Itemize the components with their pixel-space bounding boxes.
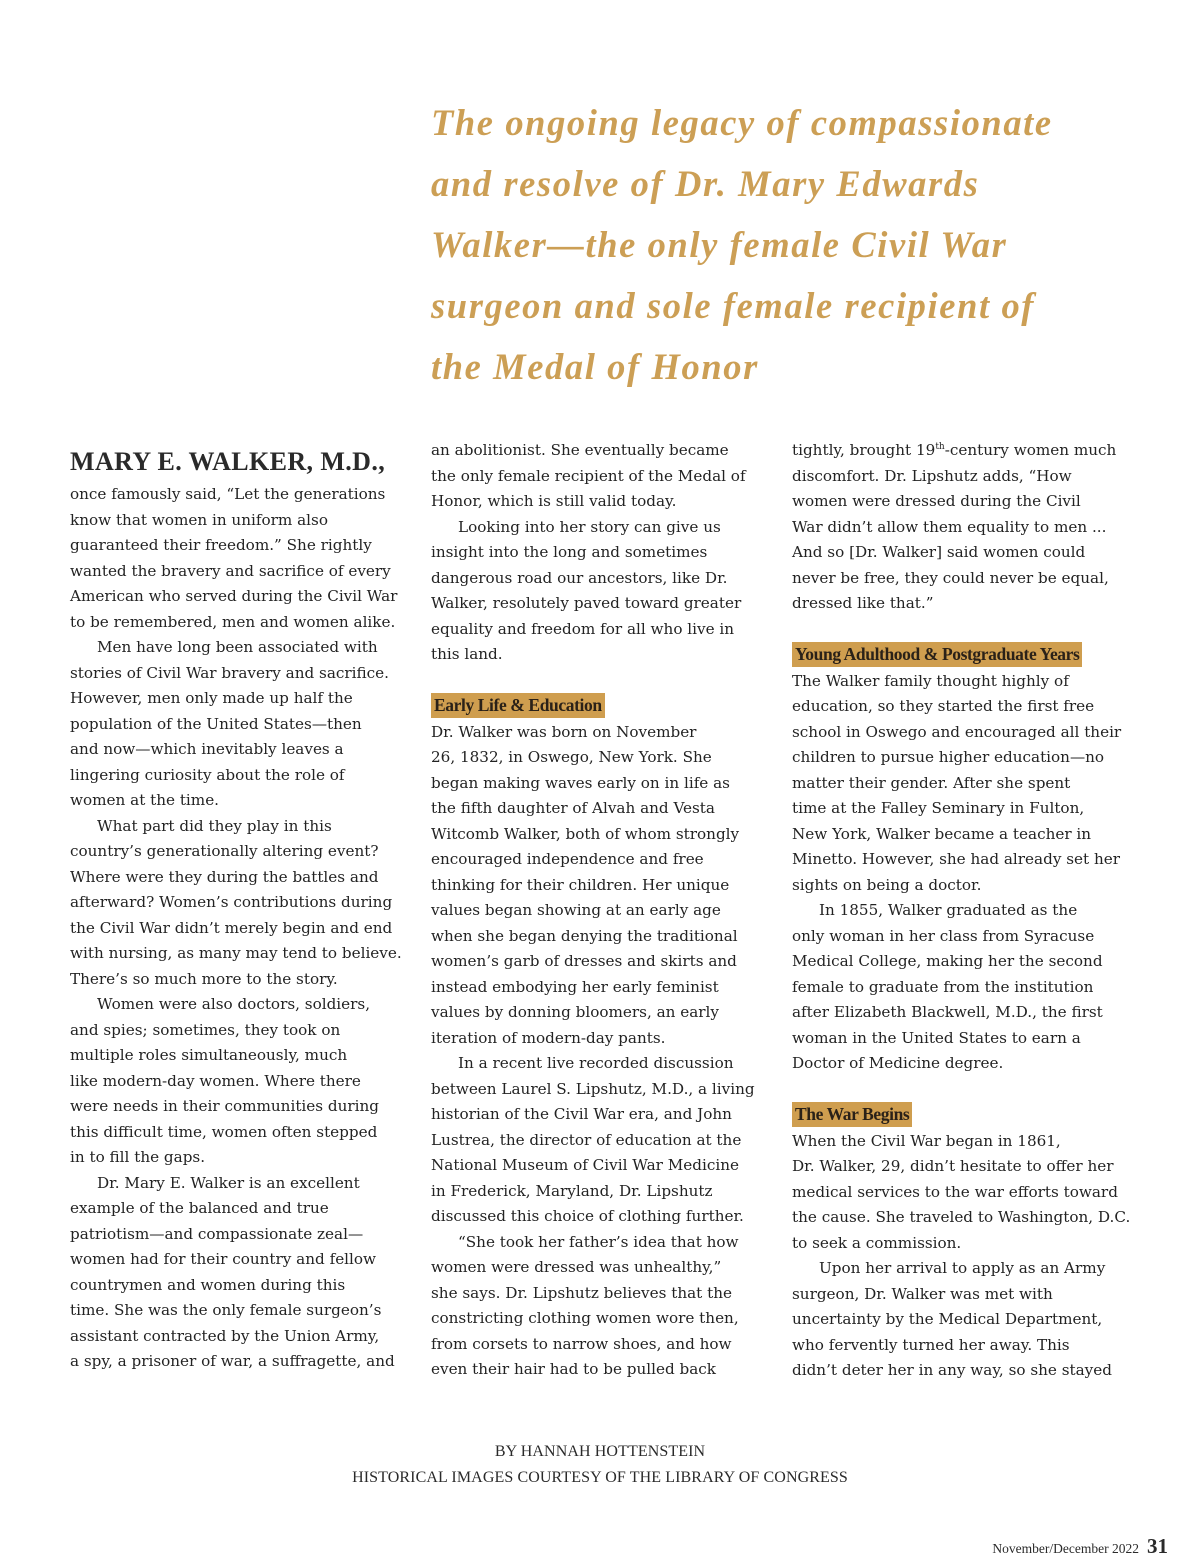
text-fragment: -century women much: [944, 441, 1117, 459]
text-line: matter their gender. After she spent: [792, 773, 1071, 792]
text-line: iteration of modern-day pants.: [431, 1028, 666, 1047]
text-line: Upon her arrival to apply as an Army: [819, 1259, 1106, 1277]
article-kicker: MARY E. WALKER, M.D.,: [70, 447, 386, 476]
text-line: multiple roles simultaneously, much: [70, 1046, 348, 1064]
issue-date: November/December 2022: [992, 1541, 1139, 1556]
text-line: even their hair had to be pulled back: [431, 1360, 717, 1378]
text-line: this land.: [431, 645, 503, 663]
text-line: Where were they during the battles and: [70, 867, 379, 886]
section-heading-early-life: Early Life & Education: [431, 693, 605, 718]
text-line: from corsets to narrow shoes, and how: [431, 1334, 732, 1353]
text-line: women had for their country and fellow: [70, 1250, 377, 1268]
text-line: country’s generationally altering event?: [70, 842, 379, 860]
text-line: What part did they play in this: [97, 816, 332, 835]
paragraph: [70, 992, 410, 1171]
deck-line: surgeon and sole female recipient of: [431, 285, 1036, 326]
text-line: school in Oswego and encouraged all their: [792, 722, 1122, 741]
paragraph: [792, 1129, 1132, 1257]
column-1: [70, 438, 410, 1375]
column-3: [792, 438, 1132, 1384]
paragraph: [792, 1256, 1132, 1384]
text-line: she says. Dr. Lipshutz believes that the: [431, 1283, 732, 1302]
text-line: to seek a commission.: [792, 1233, 962, 1252]
paragraph: [792, 898, 1132, 1077]
text-line: between Laurel S. Lipshutz, M.D., a living: [431, 1079, 755, 1098]
text-line: Men have long been associated with: [97, 638, 378, 656]
text-line: the fifth daughter of Alvah and Vesta: [431, 799, 715, 817]
paragraph: [70, 814, 410, 993]
text-line: were needs in their communities during: [70, 1097, 380, 1115]
text-line: discussed this choice of clothing further.: [431, 1207, 744, 1225]
text-line: “She took her father’s idea that how: [458, 1232, 739, 1251]
text-line: values by donning bloomers, an early: [431, 1003, 719, 1021]
text-line: who fervently turned her away. This: [792, 1335, 1070, 1354]
text-line: woman in the United States to earn a: [792, 1028, 1081, 1047]
text-line: the Civil War didn’t merely begin and end: [70, 918, 393, 937]
text-line: example of the balanced and true: [70, 1199, 329, 1217]
article-deck: [431, 92, 1151, 397]
text-line: encouraged independence and free: [431, 850, 704, 868]
text-line: patriotism—and compassionate zeal—: [70, 1224, 364, 1243]
text-line: When the Civil War began in 1861,: [792, 1131, 1061, 1150]
text-line: in to fill the gaps.: [70, 1148, 206, 1166]
paragraph: [70, 635, 410, 814]
paragraph: [431, 1051, 771, 1230]
image-credit: HISTORICAL IMAGES COURTESY OF THE LIBRARY OF CONGRESS: [352, 1469, 848, 1486]
text-line: insight into the long and sometimes: [431, 543, 708, 561]
text-line: sights on being a doctor.: [792, 875, 982, 894]
deck-line: Walker—the only female Civil War: [431, 224, 1008, 265]
text-line: stories of Civil War bravery and sacrifice.: [70, 663, 389, 682]
text-line: Medical College, making her the second: [792, 952, 1103, 970]
text-line: the cause. She traveled to Washington, D.C.: [792, 1208, 1131, 1226]
paragraph: [431, 1230, 771, 1383]
paragraph: [431, 515, 771, 668]
text-line: children to pursue higher education—no: [792, 748, 1105, 766]
text-line: Walker, resolutely paved toward greater: [431, 594, 742, 612]
deck-line: The ongoing legacy of compassionate: [431, 102, 1053, 143]
page-number: 31: [1147, 1534, 1168, 1558]
text-line: women were dressed during the Civil: [792, 492, 1081, 510]
text-line: afterward? Women’s contributions during: [70, 893, 393, 911]
section-heading-young-adulthood: Young Adulthood & Postgraduate Years: [792, 642, 1082, 667]
text-line: constricting clothing women wore then,: [431, 1309, 739, 1327]
text-line: Dr. Walker, 29, didn’t hesitate to offer her: [792, 1157, 1114, 1175]
paragraph: [70, 1171, 410, 1375]
text-line: uncertainty by the Medical Department,: [792, 1310, 1103, 1328]
text-line: equality and freedom for all who live in: [431, 619, 735, 638]
text-line: women at the time.: [70, 791, 220, 809]
text-line: didn’t deter her in any way, so she stayed: [792, 1361, 1112, 1379]
text-line: Doctor of Medicine degree.: [792, 1054, 1004, 1072]
deck-line: the Medal of Honor: [431, 346, 759, 387]
paragraph: [792, 438, 1132, 464]
text-line: in Frederick, Maryland, Dr. Lipshutz: [431, 1181, 713, 1200]
text-line: and spies; sometimes, they took on: [70, 1020, 341, 1039]
column-2: [431, 438, 771, 1383]
text-line: Dr. Walker was born on November: [431, 722, 697, 741]
text-line: medical services to the war efforts toward: [792, 1182, 1118, 1201]
text-line: historian of the Civil War era, and John: [431, 1105, 732, 1123]
text-line: this difficult time, women often stepped: [70, 1122, 378, 1141]
text-line: know that women in uniform also: [70, 510, 328, 529]
text-line: time. She was the only female surgeon’s: [70, 1301, 382, 1319]
text-line: American who served during the Civil War: [70, 587, 398, 605]
text-line: Honor, which is still valid today.: [431, 492, 677, 510]
text-line: dressed like that.”: [792, 594, 934, 612]
text-line: lingering curiosity about the role of: [70, 765, 345, 784]
paragraph: [792, 464, 1132, 617]
text-line: time at the Falley Seminary in Fulton,: [792, 799, 1085, 817]
text-line: with nursing, as many may tend to believe.: [70, 944, 402, 962]
text-line: like modern-day women. Where there: [70, 1071, 361, 1090]
deck-line: and resolve of Dr. Mary Edwards: [431, 163, 980, 204]
text-line: However, men only made up half the: [70, 689, 353, 707]
text-line: never be free, they could never be equal,: [792, 568, 1109, 587]
text-line: instead embodying her early feminist: [431, 977, 719, 996]
text-line: values began showing at an early age: [431, 901, 721, 919]
text-line: War didn’t allow them equality to men ...: [792, 517, 1107, 536]
page-folio: [992, 1534, 1168, 1559]
text-line: education, so they started the first free: [792, 697, 1095, 715]
text-line: guaranteed their freedom.” She rightly: [70, 536, 372, 554]
paragraph: [431, 438, 771, 515]
text-line: 26, 1832, in Oswego, New York. She: [431, 748, 712, 766]
text-line: the only female recipient of the Medal of: [431, 466, 746, 485]
text-line: Minetto. However, she had already set her: [792, 850, 1120, 868]
text-line: And so [Dr. Walker] said women could: [792, 543, 1086, 561]
text-line: to be remembered, men and women alike.: [70, 612, 396, 631]
text-line: National Museum of Civil War Medicine: [431, 1156, 739, 1174]
text-line: a spy, a prisoner of war, a suffragette, and: [70, 1352, 395, 1370]
text-line: There’s so much more to the story.: [70, 969, 338, 988]
text-line: countrymen and women during this: [70, 1275, 346, 1294]
text-line: Looking into her story can give us: [458, 517, 721, 536]
text-line: women were dressed was unhealthy,”: [431, 1258, 722, 1276]
text-line: population of the United States—then: [70, 714, 362, 733]
text-line: Lustrea, the director of education at the: [431, 1130, 742, 1149]
text-line: women’s garb of dresses and skirts and: [431, 952, 737, 970]
text-line: surgeon, Dr. Walker was met with: [792, 1284, 1053, 1303]
text-line: after Elizabeth Blackwell, M.D., the first: [792, 1003, 1103, 1021]
text-line: In 1855, Walker graduated as the: [819, 901, 1078, 919]
text-line: female to graduate from the institution: [792, 977, 1094, 996]
text-line: thinking for their children. Her unique: [431, 875, 730, 894]
text-line: The Walker family thought highly of: [792, 671, 1069, 690]
text-line: began making waves early on in life as: [431, 773, 730, 792]
paragraph: [70, 482, 410, 635]
text-line: Dr. Mary E. Walker is an excellent: [97, 1173, 360, 1192]
section-heading-war-begins: The War Begins: [792, 1102, 912, 1127]
text-line: an abolitionist. She eventually became: [431, 441, 729, 459]
superscript: th: [935, 441, 945, 452]
text-line: only woman in her class from Syracuse: [792, 926, 1095, 945]
text-line: Women were also doctors, soldiers,: [97, 995, 371, 1013]
text-line: assistant contracted by the Union Army,: [70, 1326, 380, 1345]
text-line: Witcomb Walker, both of whom strongly: [431, 824, 740, 843]
paragraph: [792, 669, 1132, 899]
text-line: New York, Walker became a teacher in: [792, 824, 1092, 843]
paragraph: [431, 720, 771, 1052]
text-line: In a recent live recorded discussion: [458, 1054, 734, 1072]
byline-block: [0, 1439, 1200, 1491]
text-line: once famously said, “Let the generations: [70, 485, 386, 503]
text-fragment: tightly, brought 19: [792, 441, 936, 459]
text-line: when she began denying the traditional: [431, 926, 738, 945]
text-line: dangerous road our ancestors, like Dr.: [431, 568, 728, 587]
author-byline: BY HANNAH HOTTENSTEIN: [494, 1443, 706, 1460]
text-line: wanted the bravery and sacrifice of every: [70, 561, 391, 580]
text-line: discomfort. Dr. Lipshutz adds, “How: [792, 466, 1072, 485]
text-line: and now—which inevitably leaves a: [70, 740, 344, 758]
